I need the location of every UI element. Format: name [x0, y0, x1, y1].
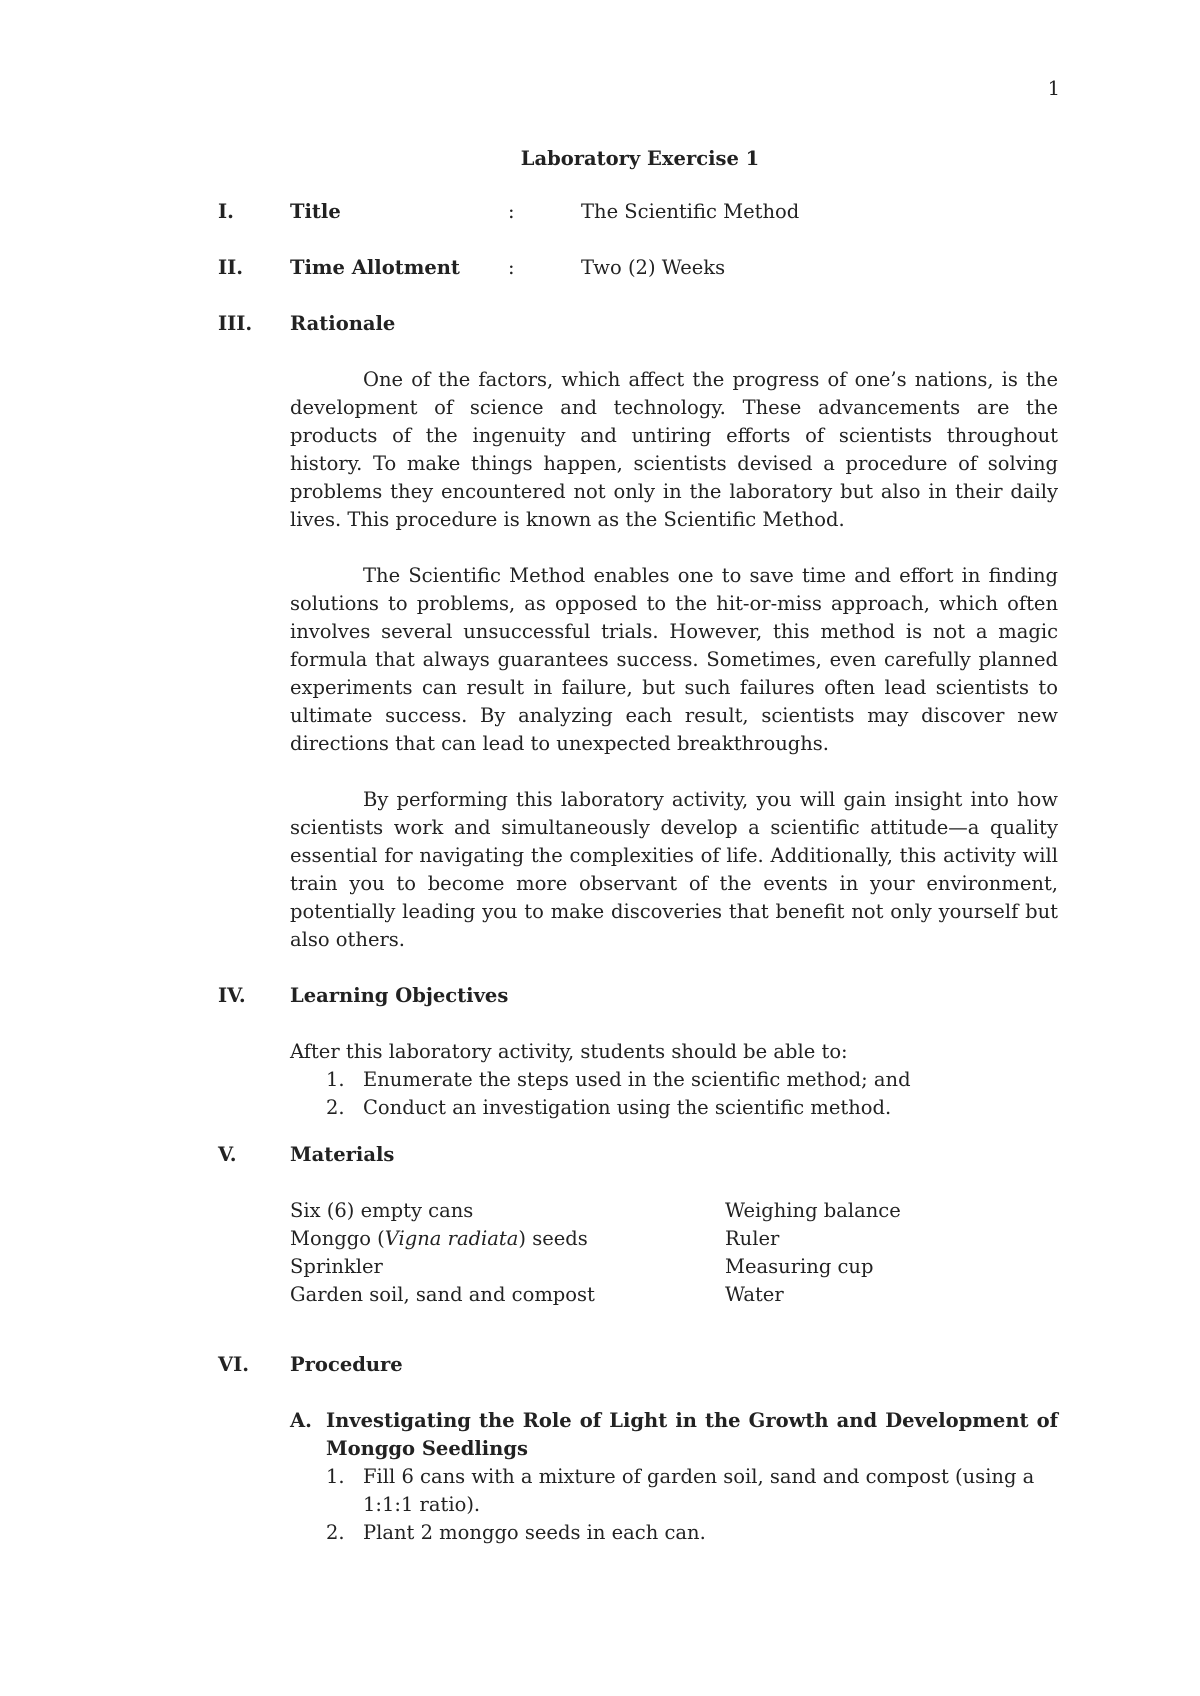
list-text: Conduct an investigation using the scientific method.	[363, 1096, 892, 1119]
procedure-steps	[290, 1463, 1058, 1547]
list-item	[290, 1066, 1058, 1094]
section-label: Learning Objectives	[290, 984, 509, 1007]
materials-row	[290, 1253, 1058, 1281]
section-label: Title	[290, 200, 341, 223]
material-item: Water	[725, 1283, 784, 1306]
section-materials-heading	[218, 1141, 1058, 1169]
list-text: Plant 2 monggo seeds in each can.	[363, 1521, 706, 1544]
section-objectives-heading	[218, 982, 1058, 1010]
rationale-paragraph: The Scientific Method enables one to save time and effort in finding solutions to problems, as opposed to the hit-or-miss approach, which often involves several unsuccessful trials. However, this method is not a magic formula that always guarantees success. Sometimes, even carefully planned experiments can result in failure, but such failures often lead scientists to ultimate success. By analyzing each result, scientists may discover new directions that can lead to unexpected breakthroughs.	[290, 564, 1058, 755]
list-text: Fill 6 cans with a mixture of garden soil, sand and compost (using a 1:1:1 ratio).	[363, 1465, 1035, 1516]
material-item: Six (6) empty cans	[290, 1199, 474, 1222]
scientific-name: Vigna radiata	[384, 1227, 519, 1250]
section-value: Two (2) Weeks	[581, 256, 726, 279]
section-number: VI.	[218, 1353, 250, 1376]
material-item: Garden soil, sand and compost	[290, 1283, 595, 1306]
list-item	[290, 1094, 1058, 1122]
section-procedure-heading	[218, 1351, 1058, 1379]
material-item: Measuring cup	[725, 1255, 874, 1278]
section-time-row	[218, 254, 1058, 282]
material-item: Weighing balance	[725, 1199, 901, 1222]
section-colon: :	[508, 200, 515, 223]
materials-row	[290, 1197, 1058, 1225]
list-number: 2.	[326, 1521, 345, 1544]
section-label: Materials	[290, 1143, 395, 1166]
list-text: Enumerate the steps used in the scientific method; and	[363, 1068, 911, 1091]
section-colon: :	[508, 256, 515, 279]
material-item: Ruler	[725, 1227, 780, 1250]
rationale-paragraph: By performing this laboratory activity, you will gain insight into how scientists work and simultaneously develop a scientific attitude—a quality essential for navigating the complexities of life. Additionally, this activity will train you to become more observant of the events in your environment, potentially leading you to make discoveries that benefit not only yourself but also others.	[290, 788, 1058, 951]
list-number: 2.	[326, 1096, 345, 1119]
section-label: Procedure	[290, 1353, 403, 1376]
list-number: 1.	[326, 1068, 345, 1091]
material-item: Sprinkler	[290, 1255, 383, 1278]
materials-row	[290, 1225, 1058, 1253]
section-label: Rationale	[290, 312, 396, 335]
list-item	[290, 1463, 1058, 1519]
subheading-text: Investigating the Role of Light in the Growth and Development of Monggo Seedlings	[326, 1409, 1058, 1460]
section-number: III.	[218, 312, 253, 335]
list-number: 1.	[326, 1465, 345, 1488]
section-number: IV.	[218, 984, 246, 1007]
section-rationale-heading	[218, 310, 1058, 338]
section-number: I.	[218, 200, 234, 223]
materials-table	[290, 1197, 1058, 1309]
material-item: Monggo (Vigna radiata) seeds	[290, 1227, 588, 1250]
section-number: II.	[218, 256, 244, 279]
procedure-subheading	[290, 1407, 1058, 1463]
section-title-row	[218, 198, 1058, 226]
materials-row	[290, 1281, 1058, 1309]
section-value: The Scientific Method	[581, 200, 800, 223]
list-item	[290, 1519, 1058, 1547]
page-number: 1	[1047, 77, 1060, 100]
document-title: Laboratory Exercise 1	[520, 147, 760, 170]
section-label: Time Allotment	[290, 256, 460, 279]
subheading-letter: A.	[290, 1409, 312, 1432]
objectives-intro: After this laboratory activity, students should be able to:	[290, 1040, 848, 1063]
objectives-list	[290, 1066, 1058, 1122]
rationale-paragraph: One of the factors, which affect the progress of one’s nations, is the development of science and technology. These advancements are the products of the ingenuity and untiring efforts of scientists throughout history. To make things happen, scientists devised a procedure of solving problems they encountered not only in the laboratory but also in their daily lives. This procedure is known as the Scientific Method.	[290, 368, 1058, 531]
section-number: V.	[218, 1143, 237, 1166]
